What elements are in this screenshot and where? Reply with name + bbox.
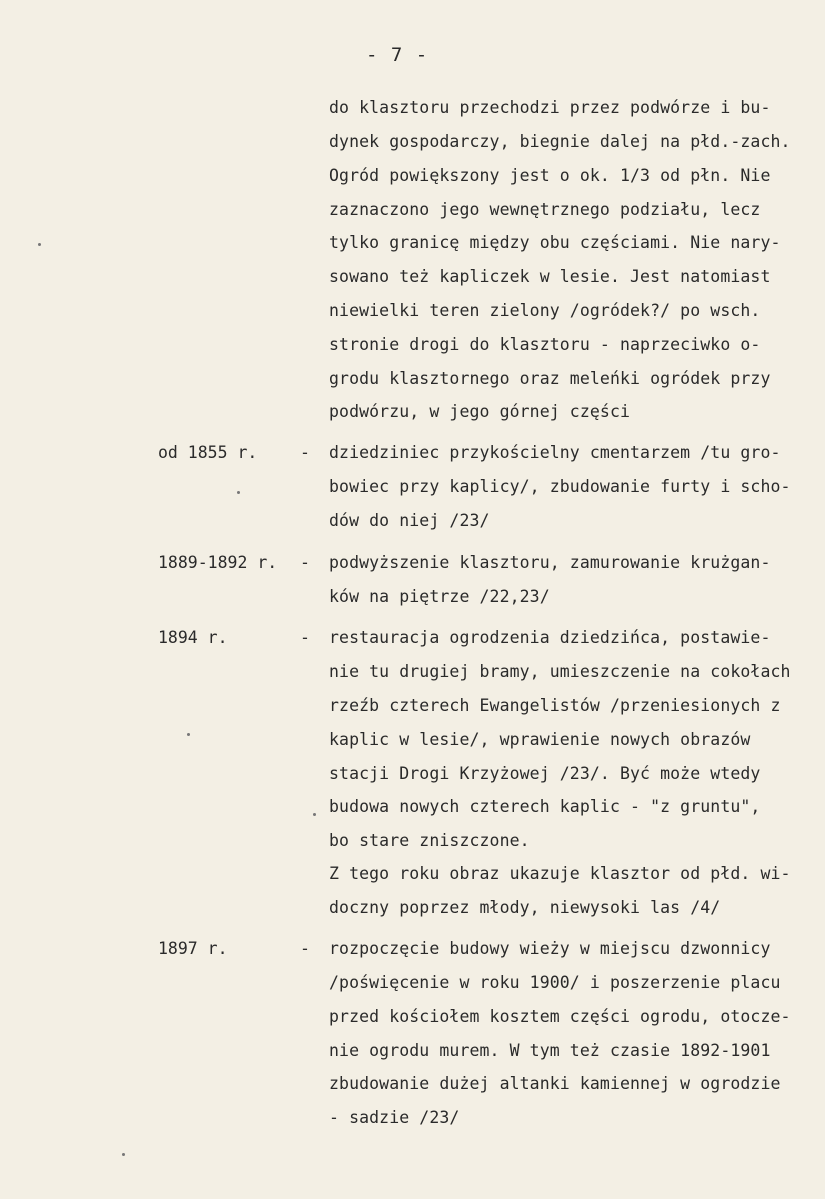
text-line: stronie drogi do klasztoru - naprzeciwko o-	[329, 335, 761, 354]
text-line: podwórzu, w jego górnej części	[329, 402, 631, 421]
text-line: przed kościołem kosztem części ogrodu, otocze-	[329, 1007, 791, 1026]
paper-speck	[38, 243, 41, 246]
text-line: dziedziniec przykościelny cmentarzem /tu gro-	[329, 443, 781, 462]
entry-date: 1894 r.	[158, 628, 228, 647]
text-line: nie tu drugiej bramy, umieszczenie na cokołach	[329, 662, 791, 681]
text-line: rzeźb czterech Ewangelistów /przeniesionych z	[329, 696, 781, 715]
text-line: zbudowanie dużej altanki kamiennej w ogrodzie	[329, 1074, 781, 1093]
text-line: dów do niej /23/	[329, 511, 490, 530]
text-line: zaznaczono jego wewnętrznego podziału, lecz	[329, 200, 761, 219]
text-line: kaplic w lesie/, wprawienie nowych obrazów	[329, 730, 751, 749]
entry-date: 1897 r.	[158, 939, 228, 958]
entry-dash: -	[300, 939, 310, 958]
text-line: Ogród powiększony jest o ok. 1/3 od płn. Nie	[329, 166, 771, 185]
text-line: grodu klasztornego oraz meleńki ogródek przy	[329, 369, 771, 388]
text-line: doczny poprzez młody, niewysoki las /4/	[329, 898, 721, 917]
entry-dash: -	[300, 628, 310, 647]
text-line: sowano też kapliczek w lesie. Jest natomiast	[329, 267, 771, 286]
text-line: tylko granicę między obu częściami. Nie nary-	[329, 233, 781, 252]
paper-speck	[187, 733, 190, 736]
paper-speck	[122, 1153, 125, 1156]
paper-speck	[313, 813, 316, 816]
text-line: budowa nowych czterech kaplic - "z gruntu",	[329, 797, 761, 816]
text-line: - sadzie /23/	[329, 1108, 460, 1127]
entry-dash: -	[300, 443, 310, 462]
text-line: podwyższenie klasztoru, zamurowanie krużgan-	[329, 553, 771, 572]
text-line: bowiec przy kaplicy/, zbudowanie furty i scho-	[329, 477, 791, 496]
entry-dash: -	[300, 553, 310, 572]
text-line: rozpoczęcie budowy wieży w miejscu dzwonnicy	[329, 939, 771, 958]
text-line: restauracja ogrodzenia dziedzińca, postawie-	[329, 628, 771, 647]
text-line: ków na piętrze /22,23/	[329, 587, 550, 606]
entry-date: 1889-1892 r.	[158, 553, 278, 572]
text-line: nie ogrodu murem. W tym też czasie 1892-1901	[329, 1041, 771, 1060]
text-line: stacji Drogi Krzyżowej /23/. Być może wtedy	[329, 764, 761, 783]
text-line: dynek gospodarczy, biegnie dalej na płd.-zach.	[329, 132, 791, 151]
paper-speck	[237, 491, 240, 494]
text-line: /poświęcenie w roku 1900/ i poszerzenie placu	[329, 973, 781, 992]
page-number: - 7 -	[366, 44, 429, 66]
text-line: Z tego roku obraz ukazuje klasztor od płd. wi-	[329, 864, 791, 883]
text-line: bo stare zniszczone.	[329, 831, 530, 850]
entry-date: od 1855 r.	[158, 443, 258, 462]
text-line: do klasztoru przechodzi przez podwórze i bu-	[329, 98, 771, 117]
text-line: niewielki teren zielony /ogródek?/ po wsch.	[329, 301, 761, 320]
